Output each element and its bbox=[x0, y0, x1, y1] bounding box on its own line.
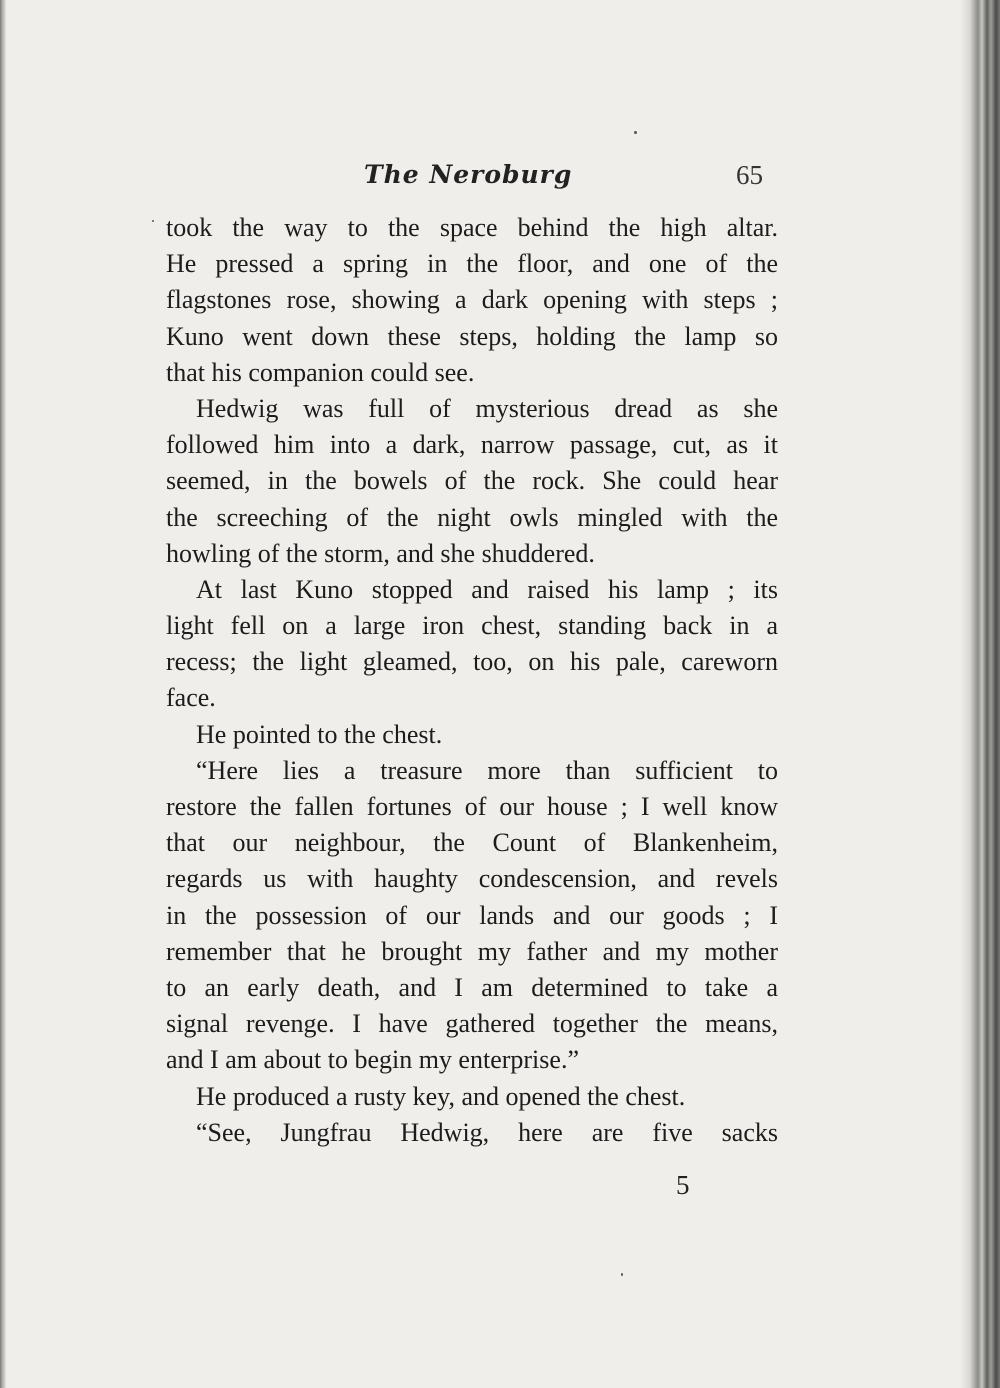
text-line: He pointed to the chest. bbox=[196, 719, 443, 749]
text-line: recess; the light gleamed, too, on his pale, careworn bbox=[166, 647, 778, 677]
text-line: and I am about to begin my enterprise.” bbox=[166, 1045, 579, 1075]
text-line: took the way to the space behind the high altar. bbox=[166, 213, 778, 242]
book-spine-edge bbox=[960, 0, 1000, 1388]
text-line: followed him into a dark, narrow passage, cut, as it bbox=[166, 430, 778, 460]
text-line: regards us with haughty condescension, and revels bbox=[166, 864, 778, 894]
paper-speck bbox=[152, 220, 154, 222]
running-head: The Neroburg bbox=[364, 160, 573, 189]
text-line: howling of the storm, and she shuddered. bbox=[166, 538, 595, 568]
text-line: flagstones rose, showing a dark opening with steps ; bbox=[166, 285, 778, 315]
paper-speck bbox=[621, 1273, 623, 1276]
page-number: 65 bbox=[736, 160, 763, 190]
text-line: restore the fallen fortunes of our house ; I well know bbox=[166, 792, 778, 821]
text-line: “Here lies a treasure more than sufficient to bbox=[196, 755, 778, 785]
text-line: light fell on a large iron chest, standing back in a bbox=[166, 611, 778, 641]
text-line: to an early death, and I am determined to take a bbox=[166, 972, 778, 1002]
text-line: He produced a rusty key, and opened the chest. bbox=[196, 1081, 686, 1111]
paper-speck bbox=[634, 131, 637, 134]
text-line: Kuno went down these steps, holding the lamp so bbox=[166, 321, 778, 351]
text-line: that our neighbour, the Count of Blankenheim, bbox=[166, 828, 778, 858]
text-line: seemed, in the bowels of the rock. She could hear bbox=[166, 466, 778, 496]
text-line: in the possession of our lands and our goods ; I bbox=[166, 900, 778, 930]
text-line: At last Kuno stopped and raised his lamp ; its bbox=[196, 574, 778, 604]
text-line: face. bbox=[166, 683, 216, 713]
text-line: He pressed a spring in the floor, and one of the bbox=[166, 249, 778, 279]
body-text bbox=[166, 210, 778, 1151]
text-line: Hedwig was full of mysterious dread as she bbox=[196, 393, 778, 423]
text-line: the screeching of the night owls mingled with the bbox=[166, 502, 778, 532]
page-left-edge bbox=[0, 0, 6, 1388]
text-line: signal revenge. I have gathered together the means, bbox=[166, 1009, 778, 1039]
text-line: “See, Jungfrau Hedwig, here are five sacks bbox=[196, 1117, 778, 1147]
signature-mark: 5 bbox=[676, 1170, 690, 1200]
text-line: remember that he brought my father and my mother bbox=[166, 936, 778, 966]
text-line: that his companion could see. bbox=[166, 357, 475, 387]
